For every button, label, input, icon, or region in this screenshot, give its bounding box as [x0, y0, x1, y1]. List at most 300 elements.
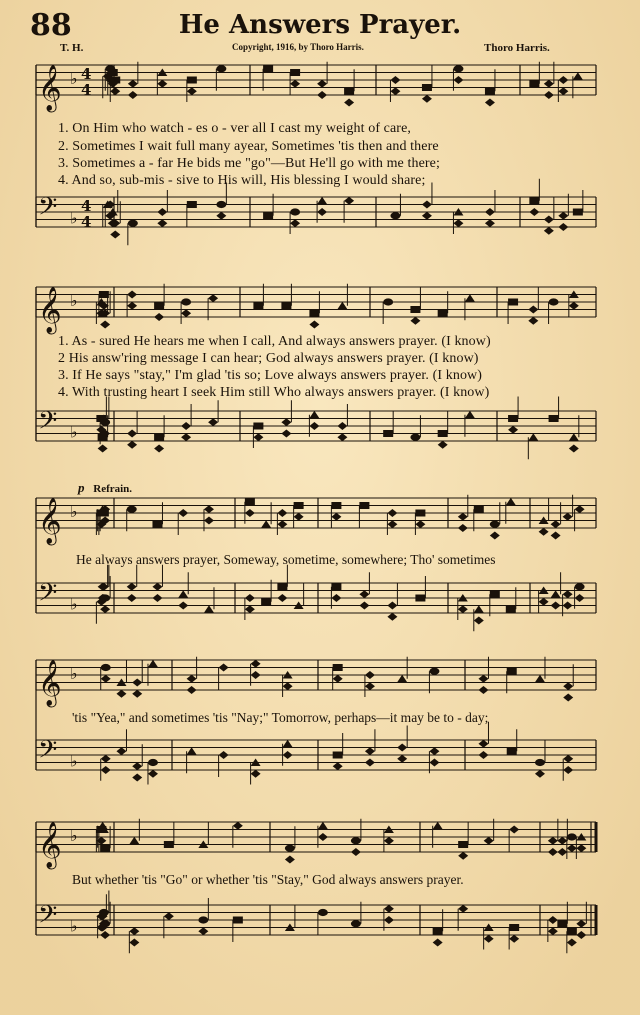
note-head — [127, 441, 137, 449]
note-head — [485, 88, 495, 95]
note-head — [110, 87, 120, 95]
note-head — [438, 310, 448, 317]
note-head — [318, 909, 328, 916]
verse-line-2a: 2. Sometimes I wait full many ayear, Sometimes 'tis then and there — [58, 139, 439, 154]
note-head — [465, 294, 475, 302]
note-head — [415, 520, 425, 528]
verse-line-1a: 1. On Him who watch - es o - ver all I cast my weight of care, — [58, 121, 411, 136]
note-head — [204, 605, 214, 613]
note-head — [281, 430, 291, 438]
note-head — [101, 675, 111, 683]
note-head — [576, 931, 586, 939]
note-head — [397, 755, 407, 763]
note-head — [127, 291, 137, 299]
note-head — [549, 415, 559, 422]
note-head — [438, 441, 448, 449]
note-head — [359, 602, 369, 610]
note-head — [539, 598, 549, 606]
note-head — [548, 837, 558, 845]
note-head — [127, 506, 137, 513]
note-head — [290, 219, 300, 227]
note-head — [100, 605, 110, 613]
note-head — [100, 594, 110, 601]
note-head — [359, 590, 369, 598]
note-head — [337, 433, 347, 441]
note-head — [318, 822, 328, 830]
note-head — [101, 664, 111, 671]
note-head — [474, 617, 484, 625]
note-head — [567, 844, 577, 852]
note-head — [453, 76, 463, 84]
note-head — [148, 759, 158, 766]
flat-sign: ♭ — [70, 208, 78, 228]
note-head — [99, 291, 109, 298]
note-head — [154, 434, 164, 441]
note-head — [152, 594, 162, 602]
note-head — [478, 740, 488, 748]
note-head — [152, 583, 162, 591]
note-head — [558, 223, 568, 231]
note-head — [410, 317, 420, 325]
note-head — [544, 91, 554, 99]
note-head — [216, 212, 226, 220]
bass-clef: 𝄢 — [38, 192, 58, 228]
note-head — [187, 675, 197, 683]
note-head — [344, 197, 354, 205]
verse-line-4b: 4. With trusting heart I seek Him still Who always answers prayer. (I know) — [58, 385, 490, 400]
note-head — [208, 294, 218, 302]
note-head — [365, 682, 375, 690]
note-head — [245, 509, 255, 517]
note-head — [261, 520, 271, 528]
note-head — [128, 220, 138, 227]
note-head — [100, 419, 110, 426]
note-head — [283, 740, 293, 748]
note-head — [187, 77, 197, 84]
note-head — [164, 841, 174, 848]
note-head — [422, 212, 432, 220]
note-head — [509, 935, 519, 943]
flat-sign: ♭ — [70, 594, 78, 614]
note-head — [474, 605, 484, 613]
note-head — [127, 583, 137, 591]
note-head — [285, 845, 295, 852]
note-head — [290, 80, 300, 88]
note-head — [154, 445, 164, 453]
note-head — [148, 660, 158, 668]
note-head — [567, 928, 577, 935]
note-head — [458, 524, 468, 532]
note-head — [563, 682, 573, 690]
note-head — [563, 590, 573, 598]
treble-clef: 𝄞 — [38, 498, 62, 544]
note-head — [549, 298, 559, 305]
note-head — [558, 87, 568, 95]
note-head — [164, 912, 174, 920]
note-head — [478, 751, 488, 759]
note-head — [557, 837, 567, 845]
note-head — [154, 313, 164, 321]
note-head — [187, 686, 197, 694]
note-head — [281, 418, 291, 426]
note-head — [331, 583, 341, 590]
note-head — [187, 201, 197, 208]
note-head — [576, 920, 586, 928]
note-head — [261, 598, 271, 605]
note-head — [433, 822, 443, 830]
note-head — [129, 837, 139, 845]
note-head — [429, 747, 439, 755]
note-head — [333, 675, 343, 683]
note-head — [204, 517, 214, 525]
note-head — [422, 95, 432, 103]
note-head — [551, 602, 561, 610]
time-signature: 4 — [81, 65, 92, 83]
note-head — [331, 513, 341, 521]
time-signature: 4 — [81, 197, 92, 215]
note-head — [415, 510, 425, 517]
note-head — [181, 433, 191, 441]
treble-clef: 𝄞 — [38, 660, 62, 706]
note-head — [116, 690, 126, 698]
note-head — [458, 905, 468, 913]
refrain-line-1: He always answers prayer, Someway, sometime, somewhere; Tho' sometimes — [76, 552, 496, 567]
note-head — [397, 675, 407, 683]
note-head — [178, 509, 188, 517]
note-head — [277, 509, 287, 517]
note-head — [129, 927, 139, 935]
note-head — [219, 751, 229, 759]
note-head — [465, 411, 475, 419]
bass-clef: 𝄢 — [38, 735, 58, 771]
note-head — [317, 208, 327, 216]
bass-clef: 𝄢 — [38, 900, 58, 936]
bass-clef: 𝄢 — [38, 578, 58, 614]
note-head — [478, 675, 488, 683]
note-head — [528, 317, 538, 325]
note-head — [528, 433, 538, 441]
note-head — [563, 602, 573, 610]
note-head — [208, 418, 218, 426]
note-head — [485, 99, 495, 107]
note-head — [548, 916, 558, 924]
note-head — [157, 219, 167, 227]
note-head — [384, 916, 394, 924]
note-head — [506, 498, 516, 506]
note-head — [351, 837, 361, 844]
note-head — [181, 298, 191, 305]
note-head — [100, 931, 110, 939]
note-head — [263, 212, 273, 219]
note-head — [558, 76, 568, 84]
note-head — [154, 302, 164, 309]
note-head — [387, 602, 397, 610]
note-head — [567, 833, 577, 840]
note-head — [575, 583, 585, 590]
note-head — [390, 87, 400, 95]
note-head — [563, 513, 573, 521]
note-head — [198, 916, 208, 923]
note-head — [127, 430, 137, 438]
note-head — [535, 675, 545, 683]
note-head — [365, 747, 375, 755]
note-head — [397, 744, 407, 752]
note-head — [551, 590, 561, 598]
note-head — [317, 91, 327, 99]
treble-clef: 𝄞 — [38, 65, 62, 111]
flat-sign: ♭ — [70, 502, 78, 521]
note-head — [384, 837, 394, 845]
note-head — [101, 755, 111, 763]
note-head — [178, 590, 188, 598]
note-head — [508, 415, 518, 422]
note-head — [351, 920, 361, 927]
verse-line-1b: 1. As - sured He hears me when I call, And always answers prayer. (I know) — [58, 334, 491, 349]
note-head — [277, 583, 287, 590]
note-head — [575, 594, 585, 602]
note-head — [529, 197, 539, 204]
note-head — [99, 909, 109, 916]
note-head — [548, 927, 558, 935]
treble-clef: 𝄞 — [38, 822, 62, 868]
note-head — [490, 591, 500, 598]
flat-sign: ♭ — [70, 751, 78, 771]
note-head — [573, 209, 583, 216]
note-head — [458, 852, 468, 860]
note-head — [129, 939, 139, 947]
note-head — [557, 920, 567, 927]
note-head — [283, 682, 293, 690]
note-head — [506, 606, 516, 613]
note-head — [569, 433, 579, 441]
note-head — [490, 532, 500, 540]
note-head — [365, 671, 375, 679]
note-head — [453, 65, 463, 72]
note-head — [283, 751, 293, 759]
note-head — [181, 422, 191, 430]
note-head — [100, 920, 110, 927]
note-head — [277, 520, 287, 528]
note-head — [331, 502, 341, 509]
flat-sign: ♭ — [70, 422, 78, 442]
note-head — [474, 506, 484, 513]
note-head — [422, 201, 432, 209]
note-head — [528, 306, 538, 314]
verse-line-4a: 4. And so, sub-mis - sive to His will, His blessing I would share; — [58, 173, 426, 188]
note-head — [251, 660, 261, 668]
note-head — [337, 422, 347, 430]
flat-sign: ♭ — [70, 916, 78, 936]
note-head — [132, 679, 142, 687]
note-head — [359, 502, 369, 509]
note-head — [187, 747, 197, 755]
note-head — [263, 65, 273, 72]
note-head — [558, 212, 568, 220]
note-head — [508, 426, 518, 434]
note-head — [251, 770, 261, 778]
note-head — [410, 434, 420, 441]
note-head — [508, 299, 518, 306]
note-head — [383, 430, 393, 437]
music-credit: Thoro Harris. — [484, 42, 550, 54]
note-head — [101, 766, 111, 774]
note-head — [204, 505, 214, 513]
note-head — [529, 80, 539, 87]
refrain-heading: Refrain. — [93, 483, 133, 495]
note-head — [128, 91, 138, 99]
note-head — [383, 298, 393, 305]
note-head — [544, 80, 554, 88]
note-head — [152, 521, 162, 528]
note-head — [253, 433, 263, 441]
note-head — [290, 208, 300, 215]
note-head — [563, 755, 573, 763]
note-head — [485, 208, 495, 216]
note-head — [548, 848, 558, 856]
note-head — [478, 686, 488, 694]
note-head — [544, 216, 554, 224]
note-head — [433, 939, 443, 947]
hymn-title: He Answers Prayer. — [178, 10, 462, 40]
verse-line-2b: 2 His answ'ring message I can hear; God always answers prayer. (I know) — [58, 351, 479, 366]
note-head — [187, 87, 197, 95]
note-head — [333, 762, 343, 770]
note-head — [281, 302, 291, 309]
note-head — [318, 833, 328, 841]
treble-clef: 𝄞 — [38, 287, 62, 333]
note-head — [309, 411, 319, 419]
flat-sign: ♭ — [70, 69, 78, 88]
note-head — [422, 84, 432, 91]
note-head — [290, 69, 300, 76]
note-head — [100, 845, 110, 852]
note-head — [127, 302, 137, 310]
note-head — [569, 445, 579, 453]
note-head — [181, 309, 191, 317]
note-head — [337, 302, 347, 310]
dynamic-marking: p — [78, 480, 85, 495]
note-head — [438, 430, 448, 437]
note-head — [365, 759, 375, 767]
note-head — [387, 509, 397, 517]
time-signature: 4 — [81, 81, 92, 99]
note-head — [333, 664, 343, 671]
note-head — [485, 219, 495, 227]
note-head — [573, 72, 583, 80]
note-head — [132, 774, 142, 782]
note-head — [317, 80, 327, 88]
note-head — [233, 917, 243, 924]
note-head — [490, 521, 500, 528]
note-head — [429, 668, 439, 675]
refrain-line-2: 'tis "Yea," and sometimes 'tis "Nay;" Tomorrow, perhaps—it may be to - day; — [72, 710, 489, 725]
note-head — [245, 594, 255, 602]
note-head — [331, 594, 341, 602]
note-head — [132, 690, 142, 698]
note-head — [484, 935, 494, 943]
note-head — [390, 76, 400, 84]
note-head — [569, 302, 579, 310]
verse-line-3a: 3. Sometimes a - far He bids me "go"—But He'll go with me there; — [58, 156, 440, 171]
note-head — [132, 762, 142, 770]
note-head — [333, 752, 343, 759]
note-head — [387, 520, 397, 528]
note-head — [116, 747, 126, 755]
note-head — [309, 422, 319, 430]
verse-line-3b: 3. If He says "stay," I'm glad 'tis so; Love always answers prayer. (I know) — [58, 368, 483, 383]
note-head — [551, 532, 561, 540]
note-head — [410, 306, 420, 313]
refrain-line-3: But whether 'tis "Go" or whether 'tis "Stay," God always answers prayer. — [72, 872, 464, 887]
note-head — [384, 905, 394, 913]
note-head — [285, 856, 295, 864]
note-head — [309, 321, 319, 329]
note-head — [429, 759, 439, 767]
note-head — [576, 844, 586, 852]
note-head — [539, 528, 549, 536]
note-head — [351, 848, 361, 856]
refrain-label — [78, 480, 132, 496]
note-head — [277, 594, 287, 602]
note-head — [433, 928, 443, 935]
hymn-number: 88 — [30, 8, 72, 43]
note-head — [344, 99, 354, 107]
note-head — [509, 924, 519, 931]
note-head — [253, 423, 263, 430]
note-head — [344, 88, 354, 95]
note-head — [390, 212, 400, 219]
note-head — [148, 770, 158, 778]
copyright-notice: Copyright, 1916, by Thoro Harris. — [232, 42, 364, 52]
flat-sign: ♭ — [70, 664, 78, 683]
note-head — [535, 770, 545, 778]
note-head — [563, 694, 573, 702]
note-head — [567, 939, 577, 947]
note-head — [387, 613, 397, 621]
note-head — [507, 668, 517, 675]
note-head — [484, 837, 494, 845]
note-head — [294, 513, 304, 521]
bass-clef: 𝄢 — [38, 406, 58, 442]
note-head — [216, 201, 226, 208]
flat-sign: ♭ — [70, 826, 78, 845]
time-signature: 4 — [81, 213, 92, 231]
note-head — [509, 826, 519, 834]
note-head — [128, 80, 138, 88]
note-head — [551, 520, 561, 528]
note-head — [110, 231, 120, 239]
note-head — [317, 197, 327, 205]
note-head — [157, 80, 167, 88]
note-head — [507, 748, 517, 755]
note-head — [198, 927, 208, 935]
note-head — [563, 766, 573, 774]
flat-sign: ♭ — [70, 291, 78, 310]
note-head — [157, 208, 167, 216]
note-head — [458, 605, 468, 613]
note-head — [245, 605, 255, 613]
note-head — [178, 602, 188, 610]
note-head — [105, 65, 115, 72]
note-head — [544, 227, 554, 235]
note-head — [415, 595, 425, 602]
note-head — [253, 302, 263, 309]
note-head — [251, 671, 261, 679]
note-head — [529, 208, 539, 216]
note-head — [294, 502, 304, 509]
note-head — [453, 219, 463, 227]
note-head — [219, 664, 229, 672]
